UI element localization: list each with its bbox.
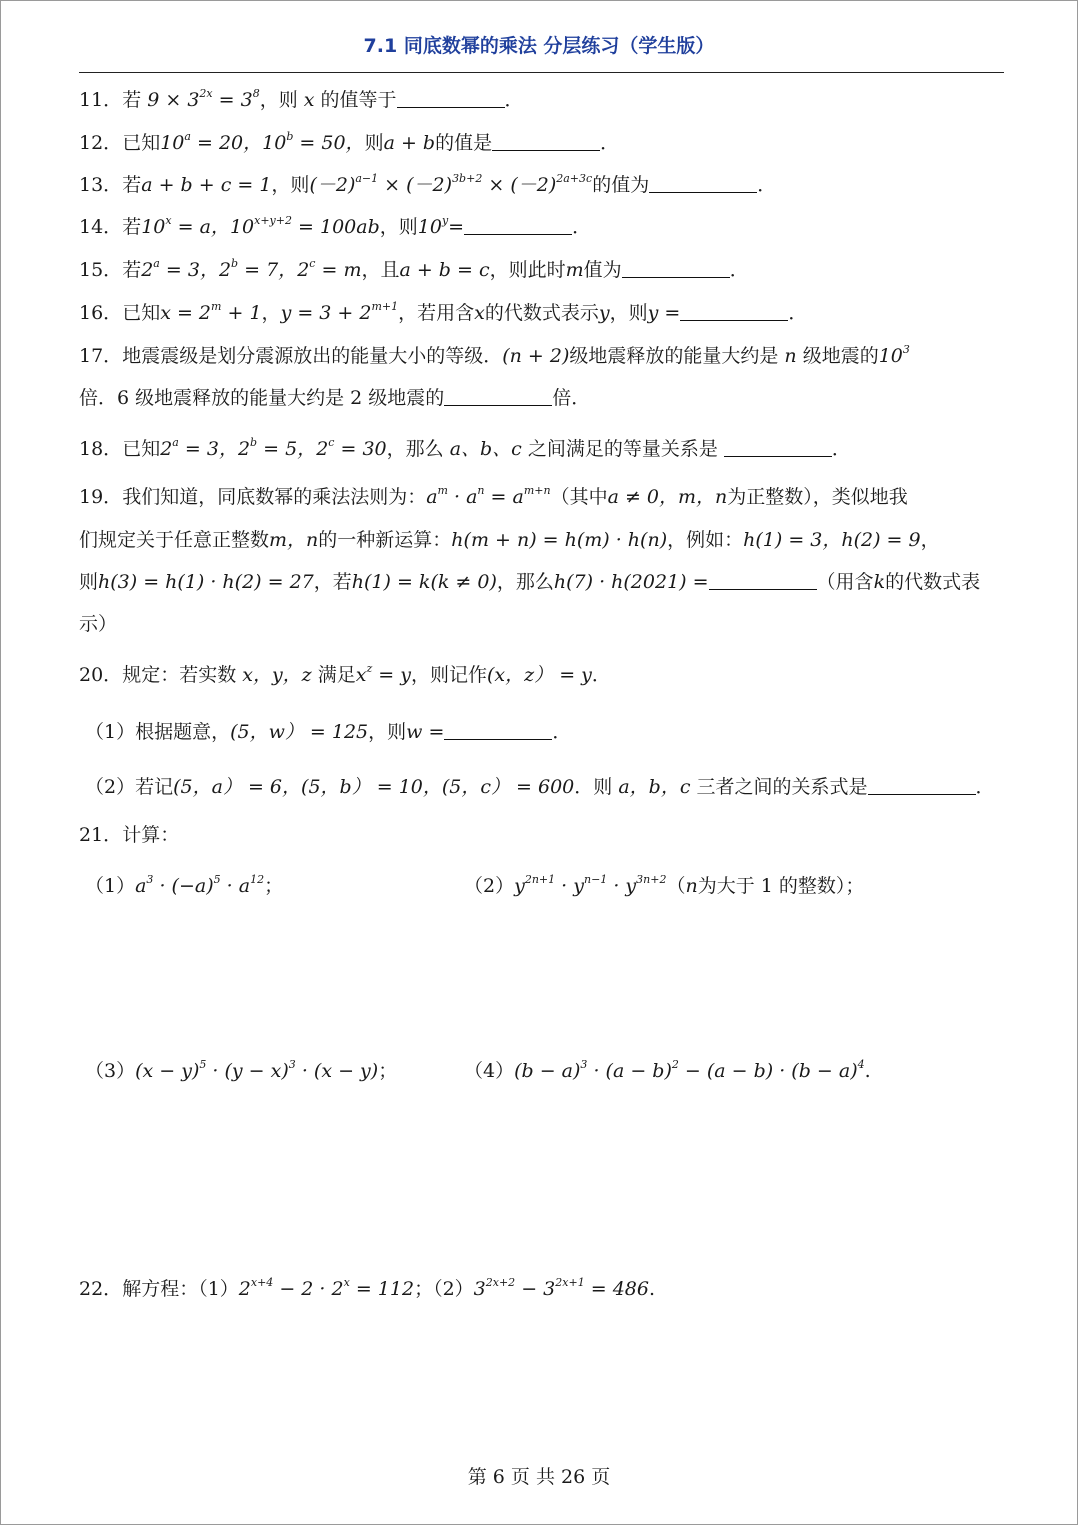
page-footer: 第 6 页 共 26 页	[467, 1466, 611, 1488]
question-11: 11．若 $9 \times 3^{2x} = 3^8$，则 x 的值等于 ．	[79, 87, 524, 111]
answer-blank[interactable]	[680, 302, 788, 321]
question-number: 22．	[79, 1278, 123, 1300]
question-17-line-1: 17．地震震级是划分震源放出的能量大小的等级．(n + 2)级地震释放的能量大约是 n 级地震的$10^3$	[79, 343, 910, 367]
answer-blank[interactable]	[444, 721, 552, 740]
question-number: 15．	[79, 259, 123, 281]
question-13: 13．若a + b + c = 1，则$(-2)^{a-1} \times (-2)^{3b+2} \times (-2)^{2a+3c}$的值为 ．	[79, 172, 777, 196]
question-number: 20．	[79, 664, 123, 686]
answer-blank[interactable]	[622, 259, 730, 278]
question-21-part-3: $(3)(x - y)^5 \cdot (y - x)^3 \cdot (x - y)$；	[85, 1058, 398, 1082]
question-12: 12．已知$10^a = 20$，$10^b = 50$，则a + b的值是 ．	[79, 130, 620, 154]
question-19-line-2: 们规定关于任意正整数m，n的一种新运算：h(m + n) = h(m) · h(n)，例如：h(1) = 3，h(2) = 9，	[79, 529, 940, 551]
question-number: 18．	[79, 438, 123, 460]
answer-blank[interactable]	[709, 571, 817, 590]
question-19-line-1: 19．我们知道，同底数幂的乘法法则为：$a^m \cdot a^n = a^{m+n}$（其中a ≠ 0，m，n为正整数），类似地我	[79, 484, 908, 508]
question-21-part-4: $(4)(b - a)^3 \cdot (a - b)^2 - (a - b) \cdot (b - a)^4$.	[464, 1058, 871, 1082]
answer-blank[interactable]	[868, 776, 976, 795]
question-number: 21．	[79, 824, 123, 846]
answer-blank[interactable]	[649, 174, 757, 193]
question-17-line-2: 倍．6 级地震释放的能量大约是 2 级地震的 倍．	[79, 387, 591, 409]
answer-blank[interactable]	[397, 89, 505, 108]
header-divider	[79, 72, 1004, 73]
answer-blank[interactable]	[492, 132, 600, 151]
question-18: 18．已知$2^a = 3$，$2^b = 5$，$2^c = 30$，那么 a、b、c 之间满足的等量关系是 ．	[79, 436, 851, 460]
answer-blank[interactable]	[724, 438, 832, 457]
question-20-part-2: （2）若记(5，a） = 6，(5，b） = 10，(5，c） = 600．则 a，b，c 三者之间的关系式是 ．	[85, 776, 995, 798]
question-21: 21．计算：	[79, 824, 180, 846]
question-number: 16．	[79, 302, 123, 324]
page-title: 7.1 同底数幂的乘法 分层练习（学生版）	[363, 35, 715, 57]
question-number: 11．	[79, 89, 123, 111]
question-number: 17．	[79, 345, 123, 367]
question-number: 19．	[79, 486, 123, 508]
question-number: 12．	[79, 132, 123, 154]
answer-blank[interactable]	[444, 387, 552, 406]
question-21-part-1: $(1)a^3 \cdot (-a)^5 \cdot a^{12}$；	[85, 873, 284, 897]
question-number: 13．	[79, 174, 123, 196]
question-19-line-3: 则h(3) = h(1) · h(2) = 27，若h(1) = k(k ≠ 0)，那么h(7) · h(2021) = （用含k的代数式表	[79, 571, 981, 593]
question-19-line-4: 示）	[79, 613, 118, 635]
question-22: 22．解方程：$(1)2^{x+4} - 2 \cdot 2^x = 112$；$(2)3^{2x+2} - 3^{2x+1} = 486$.	[79, 1276, 656, 1300]
answer-blank[interactable]	[464, 216, 572, 235]
question-20: 20．规定：若实数 x，y，z 满足$x^z = y$，则记作(x，z） = y．	[79, 662, 611, 686]
question-20-part-1: （1）根据题意，(5，w） = 125，则w = ．	[85, 721, 572, 743]
question-16: 16．已知$x = 2^m + 1$，$y = 3 + 2^{m+1}$，若用含x的代数式表示y，则y = ．	[79, 300, 808, 324]
question-15: 15．若$2^a = 3$，$2^b = 7$，$2^c = m$，且a + b = c，则此时m值为 ．	[79, 257, 749, 281]
question-21-part-2: $(2)y^{2n+1} \cdot y^{n-1} \cdot y^{3n+2}(n$为大于 1 的整数）；	[464, 873, 865, 897]
question-14: 14．若$10^x = a$，$10^{x+y+2} = 100ab$，则$10^y=$ ．	[79, 214, 592, 238]
question-number: 14．	[79, 216, 123, 238]
